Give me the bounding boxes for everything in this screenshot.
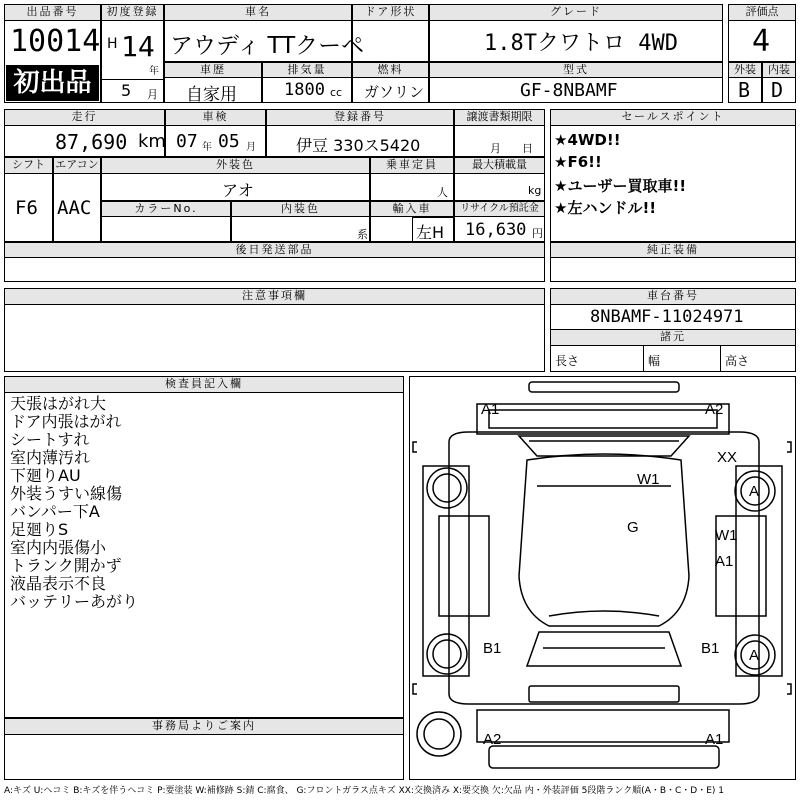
damage-mark: XX [717,449,738,466]
inspector-label: 検査員記入欄 [4,376,404,393]
office-label: 事務局よりご案内 [4,718,404,735]
spec-width: 幅 [648,354,661,368]
genuine-label: 純正装備 [550,242,796,258]
displacement-unit: cc [330,86,343,99]
plate-label: 登録番号 [266,109,454,126]
year-unit: 年 [149,66,159,77]
displacement: 1800 [284,80,325,100]
sales-point-item: ★ユーザー買取車!! [554,177,687,195]
sales-points-label: セールスポイント [550,109,796,126]
sales-point-item: ★左ハンドル!! [554,199,657,217]
spec-label: 諸元 [550,329,796,346]
inspector-note: 下廻りAU [10,466,81,485]
damage-mark: W1 [715,527,738,544]
door-label: ドア形状 [352,4,429,21]
model: GF-8NBAMF [520,80,618,101]
front-view-shape [477,404,729,434]
inspector-notes [10,395,138,611]
interior-grade: D [771,78,784,102]
inspection-label: 車検 [165,109,266,126]
lot-no-label: 出品番号 [4,4,101,21]
damage-mark: A [749,647,760,664]
recycle: 16,630 [465,220,527,240]
color-label: 外装色 [101,157,370,174]
int-color-label: 内装色 [231,201,370,217]
damage-mark: A1 [705,731,724,748]
inspection-year-unit: 年 [202,142,212,153]
notes-label: 注意事項欄 [4,288,545,305]
displacement-label: 排気量 [262,62,352,78]
capacity-unit: 人 [437,186,448,199]
exterior-label: 外装 [728,62,762,78]
damage-mark: B1 [701,640,720,657]
inspector-note: 液晶表示不良 [10,574,107,593]
fuel: ガソリン [364,83,425,101]
transfer-label: 譲渡書類期限 [454,109,545,126]
body-outline [449,432,759,704]
inspector-note: シートすれ [10,430,90,449]
damage-mark: A1 [481,401,500,418]
first-listing-badge: 初出品 [6,65,99,101]
transfer-day-unit: 日 [522,142,533,155]
recycle-unit: 円 [532,227,543,240]
shift-label: シフト [4,157,53,174]
inspector-note: 外装うすい線傷 [10,484,123,503]
mileage-unit: km [138,131,166,152]
grade-label: グレード [429,4,723,21]
plate: 伊豆 330ス5420 [296,136,421,155]
lot-no: 10014 [10,24,101,59]
damage-mark: A2 [705,401,724,418]
first-reg-label: 初度登録 [101,4,164,21]
import-label: 輸入車 [370,201,454,217]
interior-label: 内装 [762,62,796,78]
shift: F6 [15,197,38,219]
score-label: 評価点 [728,4,796,21]
score: 4 [752,24,771,59]
month-unit: 月 [147,88,158,101]
car-diagram [409,376,796,780]
rear-view-shape [477,710,729,742]
ac: AAC [57,197,92,219]
inspector-note: 足廻りS [10,520,69,539]
mileage: 87,690 [55,130,128,154]
spec-length: 長さ [555,354,580,368]
sales-point-item: ★F6!! [554,153,602,171]
history-label: 車歴 [164,62,262,78]
capacity-label: 乗車定員 [370,157,454,174]
recycle-label: リサイクル預託金 [454,201,545,217]
damage-mark: B1 [483,640,502,657]
inspector-note: バンパー下A [10,502,100,521]
fuel-label: 燃料 [352,62,429,78]
damage-mark: A1 [715,553,734,570]
legend: A:キズ U:ヘコミ B:キズを伴うヘコミ P:要塗装 W:補修跡 S:錆 C:腐食、 G:フロントガラス点キズ XX:交換済み X:要交換 欠:欠品 内・外装評価 5段階ランク順(A・B・C・D・E) 1 [4,786,725,796]
load-unit: kg [528,184,542,197]
sales-point-item: ★4WD!! [554,131,621,149]
inspector-note: ドア内張はがれ [10,412,122,431]
inspector-note: トランク開かず [10,556,122,575]
damage-mark: W1 [637,471,660,488]
first-reg-month: 5 [121,81,132,100]
damage-mark: A2 [483,731,502,748]
model-label: 型式 [429,62,723,78]
damage-mark: A [749,483,760,500]
chassis-number: 8NBAMF-11024971 [590,307,744,327]
color: アオ [222,181,254,200]
inspector-note: バッテリーあがり [10,592,139,611]
transfer-month-unit: 月 [490,142,501,155]
cabin-shape [519,454,689,626]
inspector-note: 室内内張傷小 [10,538,107,557]
windshield-shape [519,436,689,456]
damage-mark: G [627,519,639,536]
first-reg-year: 14 [121,30,155,63]
chassis-label: 車台番号 [550,288,796,305]
spec-height: 高さ [725,354,750,368]
rear-glass-shape [527,632,681,666]
inspector-note: 天張はがれ大 [10,394,107,413]
car-name-label: 車名 [164,4,352,21]
inspector-note: 室内薄汚れ [10,448,91,467]
car-name: アウディ TTクーペ [170,33,365,59]
top-bumper-shape [529,382,679,392]
grade: 1.8Tクワトロ 4WD [484,31,678,56]
later-parts-label: 後日発送部品 [4,242,545,258]
mileage-label: 走行 [4,109,165,126]
exterior-grade: B [738,78,751,102]
history: 自家用 [186,85,237,105]
ac-label: エアコン [53,157,101,174]
inspection-year: 07 [176,131,198,152]
import-value: 左H [416,223,445,242]
era: H [107,36,118,52]
int-color-unit: 系 [357,228,368,241]
load-label: 最大積載量 [454,157,545,174]
color-no-label: カラーNo. [101,201,231,217]
inspection-month-unit: 月 [246,142,256,153]
inspection-month: 05 [218,131,240,152]
